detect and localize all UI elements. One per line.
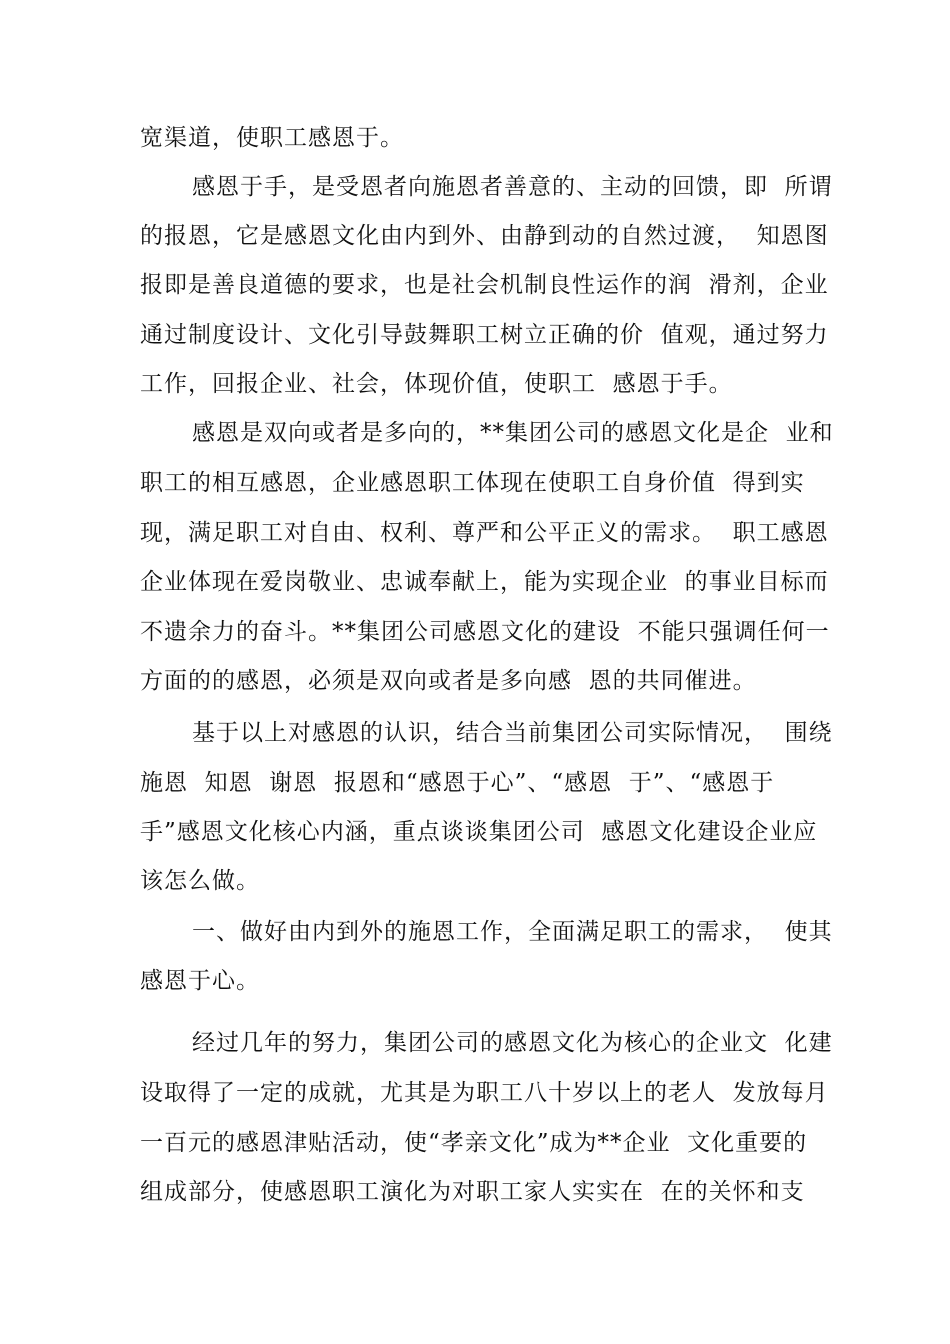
section-heading-line: 一、做好由内到外的施恩工作，全面满足职工的需求， 使其 <box>192 919 833 945</box>
section-heading-line: 感恩于心。 <box>140 968 260 994</box>
text-line: 感恩于手，是受恩者向施恩者善意的、主动的回馈，即 所谓 <box>192 174 833 200</box>
text-line: 宽渠道，使职工感恩于。 <box>140 125 404 151</box>
text-line: 方面的的感恩，必须是双向或者是多向感 恩的共同催进。 <box>140 668 757 694</box>
text-line: 工作，回报企业、社会，体现价值，使职工 感恩于手。 <box>140 371 733 397</box>
text-line: 感恩是双向或者是多向的，**集团公司的感恩文化是企 业和 <box>192 420 834 446</box>
text-line: 手”感恩文化核心内涵，重点谈谈集团公司 感恩文化建设企业应 <box>140 819 818 845</box>
text-line: 的报恩，它是感恩文化由内到外、由静到动的自然过渡， 知恩图 <box>140 223 829 249</box>
text-line: 组成部分，使感恩职工演化为对职工家人实实在 在的关怀和支 <box>140 1179 805 1205</box>
text-line: 现，满足职工对自由、权利、尊严和公平正义的需求。 职工感恩 <box>140 520 829 546</box>
text-line: 设取得了一定的成就，尤其是为职工八十岁以上的老人 发放每月 <box>140 1080 829 1106</box>
text-line: 职工的相互感恩，企业感恩职工体现在使职工自身价值 得到实 <box>140 470 805 496</box>
text-line: 通过制度设计、文化引导鼓舞职工树立正确的价 值观，通过努力 <box>140 322 829 348</box>
text-line: 企业体现在爱岗敬业、忠诚奉献上，能为实现企业 的事业目标而 <box>140 569 829 595</box>
text-line: 报即是善良道德的要求，也是社会机制良性运作的润 滑剂，企业 <box>140 272 829 298</box>
text-line: 基于以上对感恩的认识，结合当前集团公司实际情况， 围绕 <box>192 720 833 746</box>
text-line: 施恩 知恩 谢恩 报恩和“感恩于心”、“感恩 于”、“感恩于 <box>140 770 775 796</box>
text-line: 不遗余力的奋斗。**集团公司感恩文化的建设 不能只强调任何一 <box>140 619 830 645</box>
text-line: 一百元的感恩津贴活动，使“孝亲文化”成为**企业 文化重要的 <box>140 1130 808 1156</box>
text-line: 该怎么做。 <box>140 868 260 894</box>
text-line: 经过几年的努力，集团公司的感恩文化为核心的企业文 化建 <box>192 1030 833 1056</box>
